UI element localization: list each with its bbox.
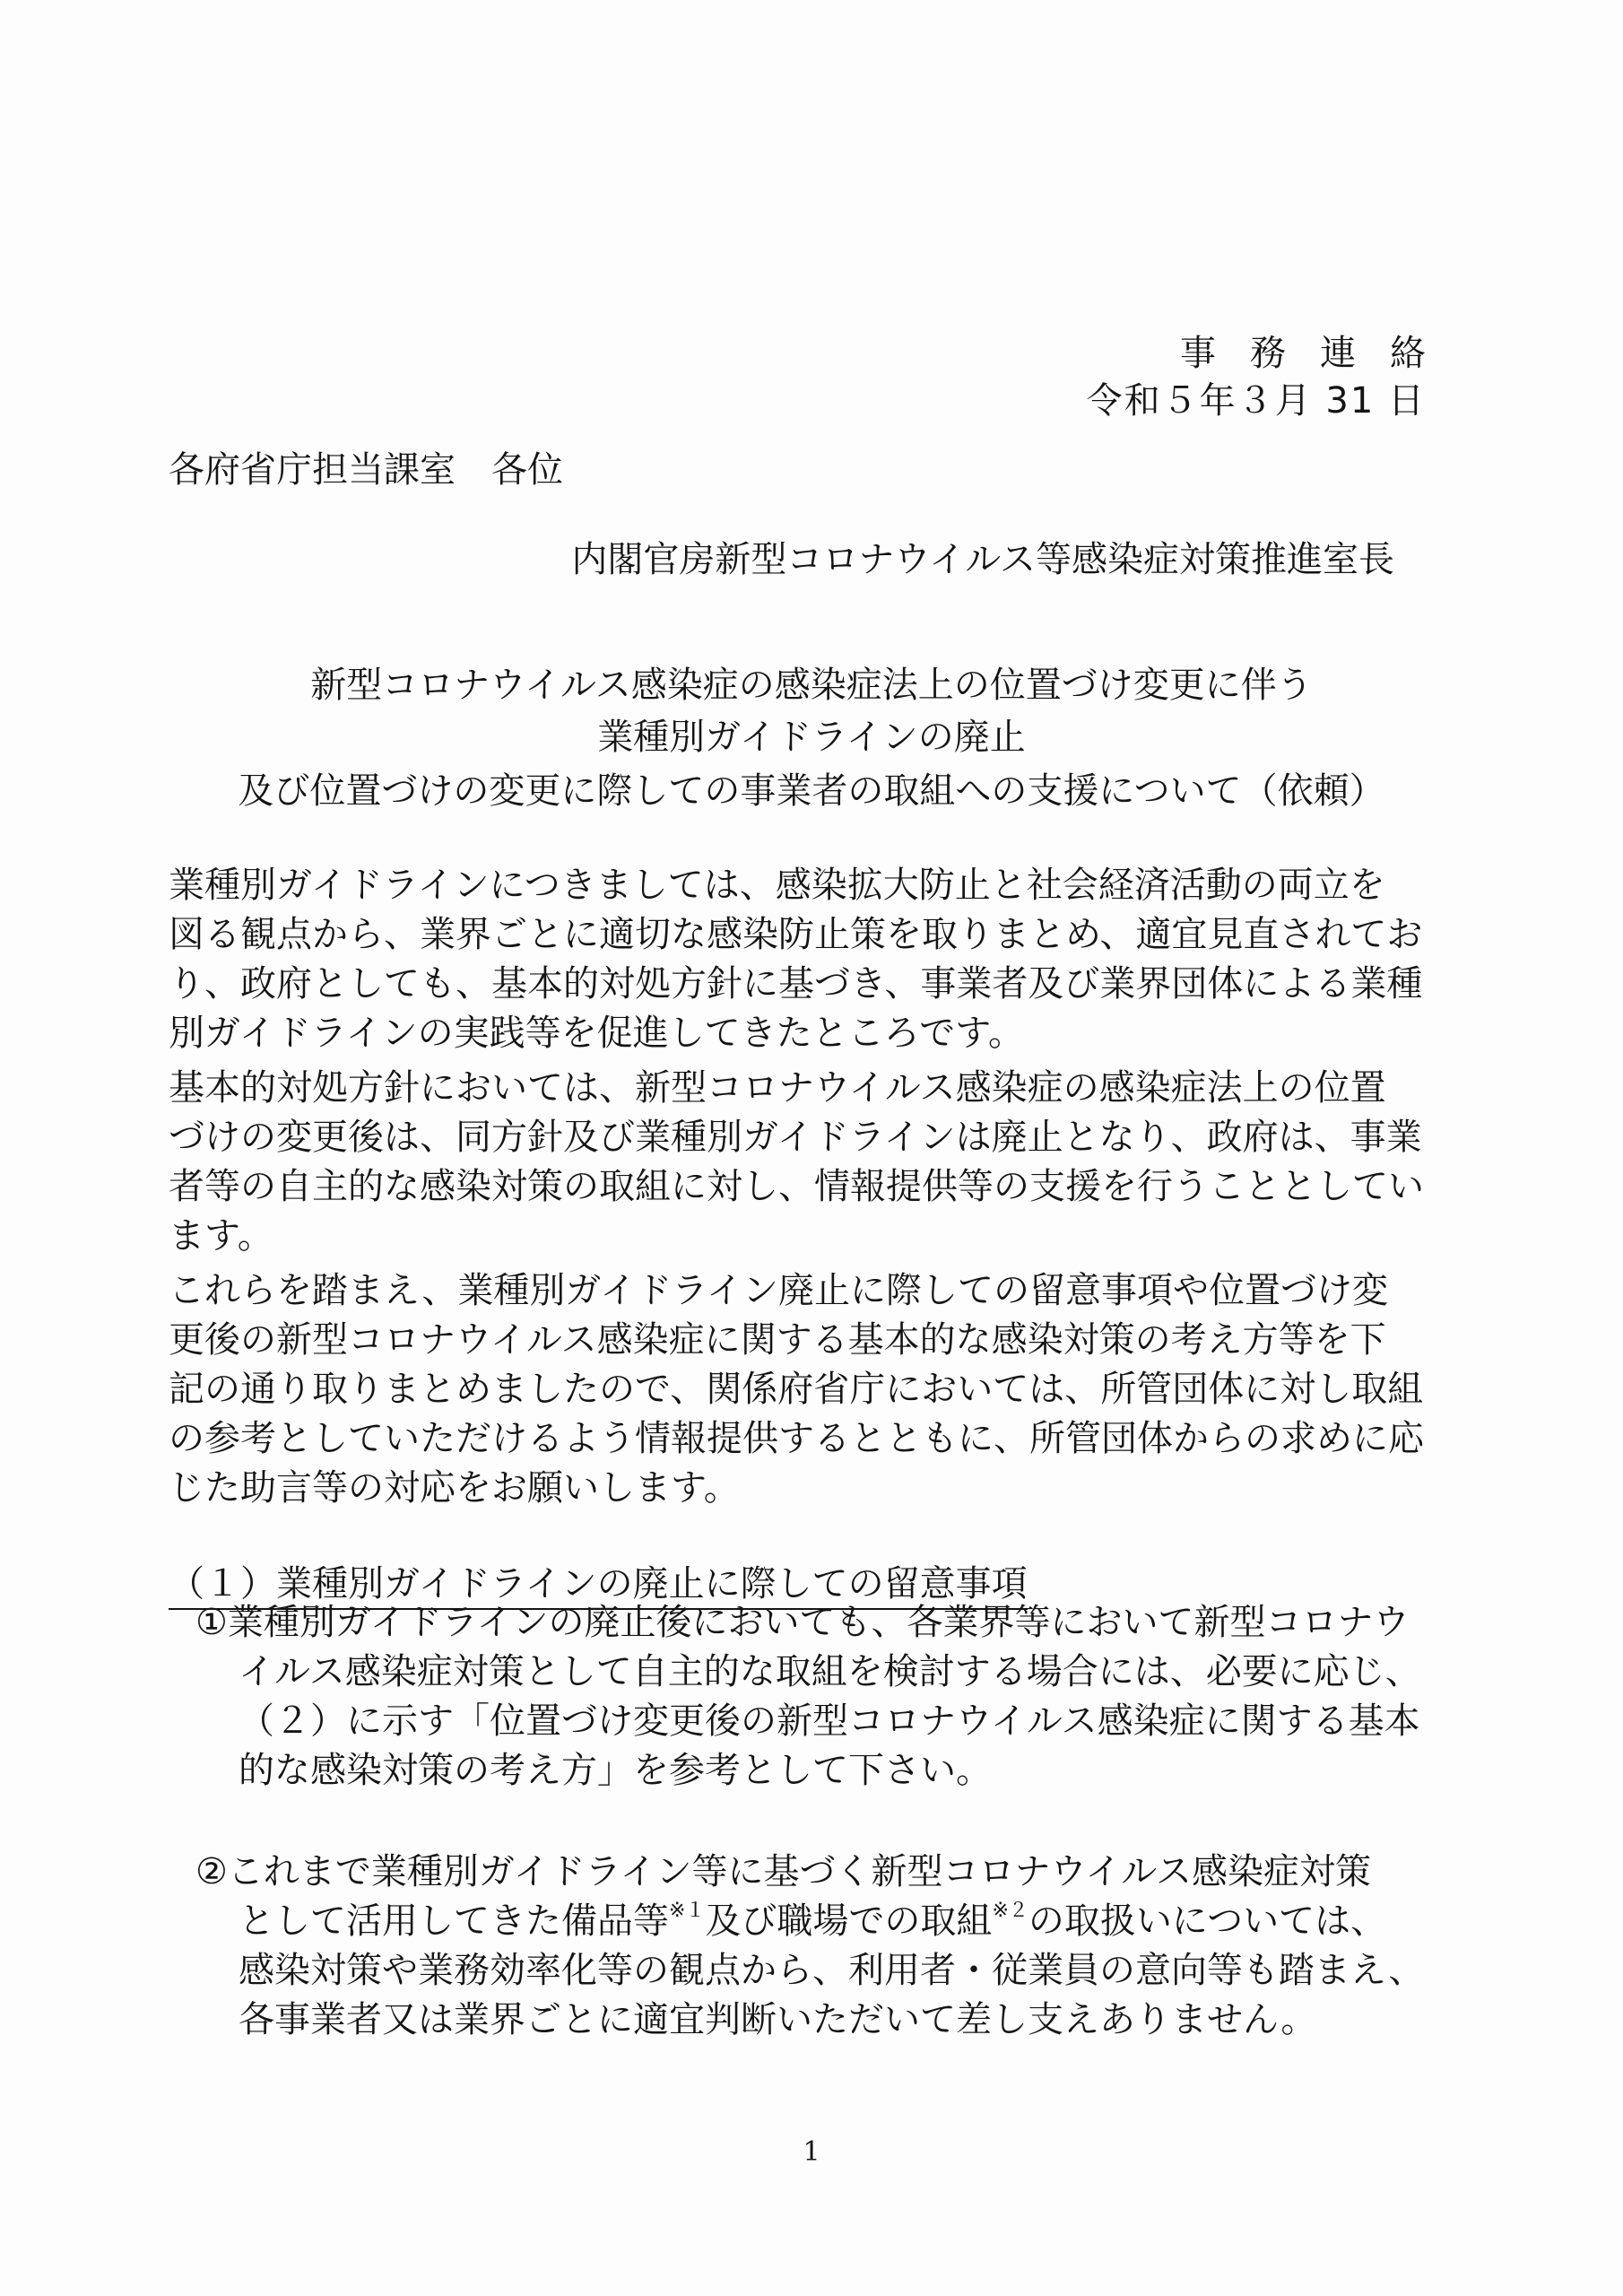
paragraph-line: ます。 [169, 1215, 273, 1257]
title-line-2: 業種別ガイドラインの廃止 [597, 717, 1026, 758]
body-paragraph-2 [169, 1064, 1424, 1261]
item-line: イルス感染症対策として自主的な取組を検討する場合には、必要に応じ、 [239, 1651, 1421, 1692]
item-text: として活用してきた備品等 [239, 1900, 669, 1942]
paragraph-line: 者等の自主的な感染対策の取組に対し、情報提供等の支援を行うこととしてい [169, 1166, 1424, 1207]
item-line: 感染対策や業務効率化等の観点から、利用者・従業員の意向等も踏まえ、 [239, 1950, 1425, 1991]
paragraph-line: の参考としていただけるよう情報提供するとともに、所管団体からの求めに応 [169, 1418, 1424, 1459]
list-item-2 [195, 1848, 1424, 2045]
item-line: ①業種別ガイドラインの廃止後においても、各業界等において新型コロナウ [195, 1602, 1410, 1643]
addressee: 各府省庁担当課室 各位 [169, 449, 563, 491]
footnote-marker-1: ※１ [669, 1900, 706, 1922]
paragraph-line: 更後の新型コロナウイルス感染症に関する基本的な感染対策の考え方等を下 [169, 1319, 1386, 1361]
paragraph-line: これらを踏まえ、業種別ガイドライン廃止に際しての留意事項や位置づけ変 [169, 1270, 1388, 1311]
item-line: （２）に示す「位置づけ変更後の新型コロナウイルス感染症に関する基本 [239, 1700, 1420, 1742]
paragraph-line: 図る観点から、業界ごとに適切な感染防止策を取りまとめ、適宜見直されてお [169, 914, 1423, 955]
body-paragraph-3 [169, 1266, 1424, 1513]
document-type: 事務連絡 [1180, 333, 1460, 374]
paragraph-line: り、政府としても、基本的対処方針に基づき、事業者及び業界団体による業種 [169, 963, 1423, 1004]
list-item-1 [195, 1598, 1421, 1796]
paragraph-line: 業種別ガイドラインにつきましては、感染拡大防止と社会経済活動の両立を [169, 865, 1385, 906]
paragraph-line: 別ガイドラインの実践等を促進してきたところです。 [169, 1013, 1024, 1054]
item-line-with-notes [195, 1897, 1424, 1946]
sender: 内閣官房新型コロナウイルス等感染症対策推進室長 [571, 539, 1394, 580]
title-line-3: 及び位置づけの変更に際しての事業者の取組への支援について（依頼） [238, 770, 1385, 812]
item-line: 各事業者又は業界ごとに適宜判断いただいて差し支えありません。 [239, 1999, 1317, 2040]
paragraph-line: じた助言等の対応をお願いします。 [169, 1467, 740, 1509]
section-heading-1: （１）業種別ガイドラインの廃止に際しての留意事項 [169, 1555, 1028, 1610]
document-date: 令和５年３月 31 日 [1086, 380, 1426, 422]
item-line: 的な感染対策の考え方」を参考として下さい。 [239, 1750, 992, 1791]
footnote-marker-2: ※２ [992, 1900, 1028, 1922]
item-text: の取扱いについては、 [1028, 1900, 1387, 1942]
body-paragraph-1 [169, 861, 1424, 1058]
paragraph-line: づけの変更後は、同方針及び業種別ガイドラインは廃止となり、政府は、事業 [169, 1117, 1422, 1158]
title-line-1: 新型コロナウイルス感染症の感染症法上の位置づけ変更に伴う [310, 665, 1313, 706]
item-text: 及び職場での取組 [705, 1900, 993, 1942]
paragraph-line: 基本的対処方針においては、新型コロナウイルス感染症の感染症法上の位置 [169, 1067, 1386, 1109]
paragraph-line: 記の通り取りまとめましたので、関係府省庁においては、所管団体に対し取組 [169, 1369, 1424, 1410]
page-number: 1 [803, 2136, 820, 2168]
item-line: ②これまで業種別ガイドライン等に基づく新型コロナウイルス感染症対策 [195, 1851, 1372, 1892]
